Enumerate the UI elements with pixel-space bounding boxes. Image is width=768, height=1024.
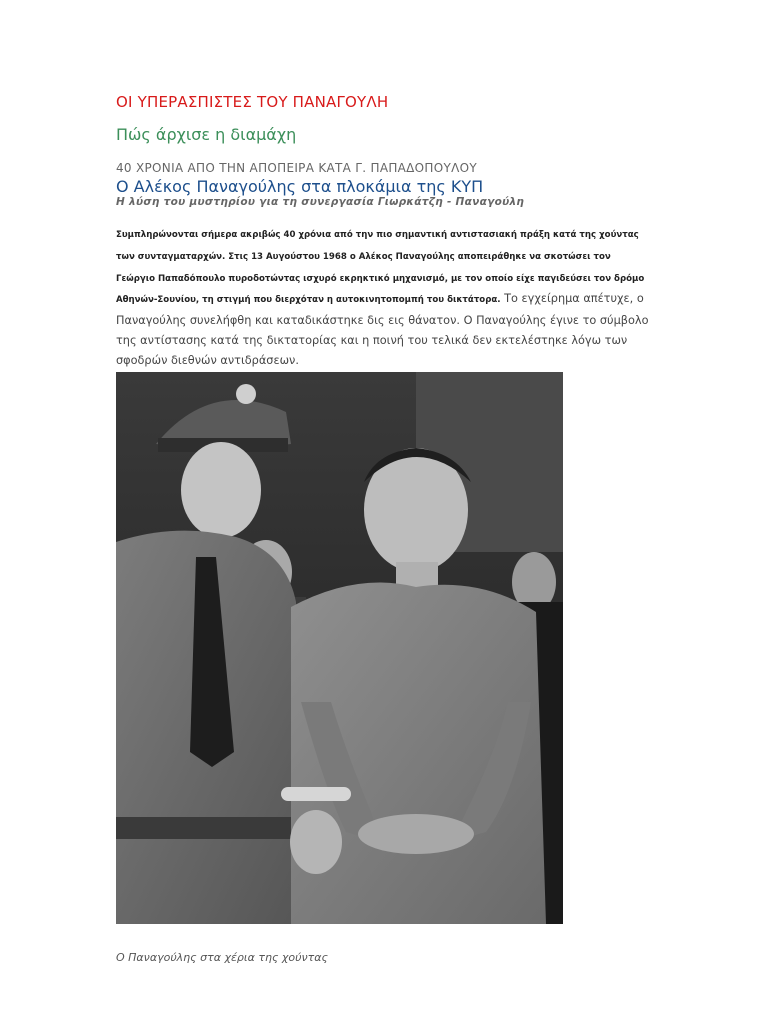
photo-caption: Ο Παναγούλης στα χέρια της χούντας xyxy=(116,951,328,964)
page-subtitle: Πώς άρχισε η διαμάχη xyxy=(116,125,297,144)
article-lead-text: Το εγχείρημα απέτυχε, ο Παναγούλης συνελήφθη και καταδικάστηκε δις εις θάνατον. Ο Παναγούλης έγινε το σύμβολο της αντίστασης κατά της δικτατορίας και η ποινή του τελικά δεν εκτελέστηκε λόγω των σφοδρών διεθνών αντιδράσεων. xyxy=(116,292,649,367)
page-title: ΟΙ ΥΠΕΡΑΣΠΙΣΤΕΣ ΤΟΥ ΠΑΝΑΓΟΥΛΗ xyxy=(116,93,389,111)
article-photo xyxy=(116,372,563,924)
article-deck: Η λύση του μυστηρίου για τη συνεργασία Γιωρκάτζη - Παναγούλη xyxy=(116,196,525,208)
article-headline: Ο Αλέκος Παναγούλης στα πλοκάμια της ΚΥΠ xyxy=(116,177,484,196)
article-body xyxy=(116,222,652,369)
article-kicker: 40 ΧΡΟΝΙΑ ΑΠΟ ΤΗΝ ΑΠΟΠΕΙΡΑ ΚΑΤΑ Γ. ΠΑΠΑΔΟΠΟΥΛΟΥ xyxy=(116,161,477,175)
article-lead-bold: Συμπληρώνονται σήμερα ακριβώς 40 χρόνια από την πιο σημαντική αντιστασιακή πράξη κατά της χούντας των συνταγματαρχών. Στις 13 Αυγούστου 1968 ο Αλέκος Παναγούλης αποπειράθηκε να σκοτώσει τον Γεώργιο Παπαδόπουλο πυροδοτώντας ισχυρό εκρηκτικό μηχανισμό, με τον οποίο είχε παγιδεύσει τον δρόμο Αθηνών-Σουνίου, τη στιγμή που διερχόταν η αυτοκινητοπομπή του δικτάτορα. xyxy=(116,230,645,306)
